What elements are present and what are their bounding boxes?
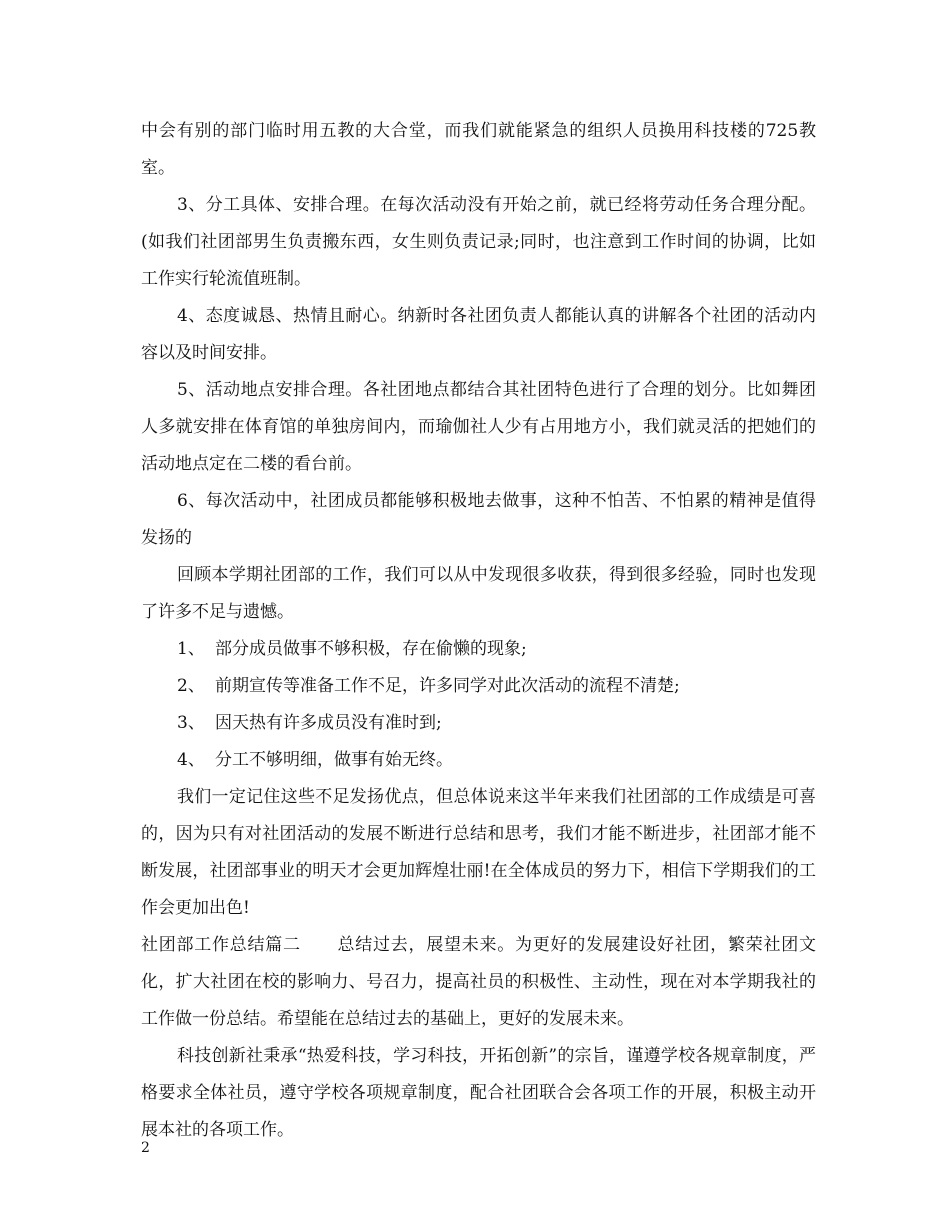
section-heading: 社团部工作总结篇二 [141, 935, 301, 955]
list-item-text: 因天热有许多成员没有准时到; [215, 713, 442, 733]
paragraph-review: 回顾本学期社团部的工作，我们可以从中发现很多收获，得到很多经验，同时也发现了许多不足与遗憾。 [141, 565, 816, 622]
list-item [141, 668, 816, 705]
list-item-number: 3、 [177, 713, 205, 733]
list-item-number: 4、 [177, 750, 205, 770]
section-two-paragraph [141, 927, 816, 1038]
document-body [141, 113, 816, 1149]
section-intro: 总结过去，展望未来。为更好的发展建设好社团，繁荣社团文化，扩大社团在校的影响力、号召力，提高社员的积极性、主动性，现在对本学期我社的工作做一份总结。希望能在总结过去的基础上，更好的发展未来。 [141, 935, 816, 1029]
paragraph-final: 科技创新社秉承“热爱科技，学习科技，开拓创新”的宗旨，谨遵学校各规章制度，严格要求全体社员，遵守学校各项规章制度，配合社团联合会各项工作的开展，积极主动开展本社的各项工作。 [141, 1046, 816, 1140]
list-item-text: 前期宣传等准备工作不足，许多同学对此次活动的流程不清楚; [215, 676, 680, 696]
paragraph-item-5: 5、活动地点安排合理。各社团地点都结合其社团特色进行了合理的划分。比如舞团人多就安排在体育馆的单独房间内，而瑜伽社人少有占用地方小，我们就灵活的把她们的活动地点定在二楼的看台前。 [141, 380, 816, 474]
paragraph-item-4: 4、态度诚恳、热情且耐心。纳新时各社团负责人都能认真的讲解各个社团的活动内容以及时间安排。 [141, 306, 816, 363]
list-item [141, 705, 816, 742]
paragraph-item-3: 3、分工具体、安排合理。在每次活动没有开始之前，就已经将劳动任务合理分配。(如我们社团部男生负责搬东西，女生则负责记录;同时，也注意到工作时间的协调，比如工作实行轮流值班制。 [141, 195, 816, 289]
paragraph-closing: 我们一定记住这些不足发扬优点，但总体说来这半年来我们社团部的工作成绩是可喜的，因为只有对社团活动的发展不断进行总结和思考，我们才能不断进步，社团部才能不断发展，社团部事业的明天才会更加辉煌壮丽!在全体成员的努力下，相信下学期我们的工作会更加出色! [141, 787, 816, 918]
list-item-number: 2、 [177, 676, 205, 696]
list-item-number: 1、 [177, 639, 205, 659]
list-item [141, 631, 816, 668]
page-number: 2 [141, 1140, 150, 1156]
list-item-text: 部分成员做事不够积极，存在偷懒的现象; [215, 639, 527, 659]
paragraph-continuation: 中会有别的部门临时用五教的大合堂，而我们就能紧急的组织人员换用科技楼的725教室。 [141, 121, 816, 178]
paragraph-item-6: 6、每次活动中，社团成员都能够积极地去做事，这种不怕苦、不怕累的精神是值得发扬的 [141, 491, 816, 548]
list-item [141, 742, 816, 779]
list-item-text: 分工不够明细，做事有始无终。 [215, 750, 453, 770]
shortcomings-list [141, 631, 816, 779]
